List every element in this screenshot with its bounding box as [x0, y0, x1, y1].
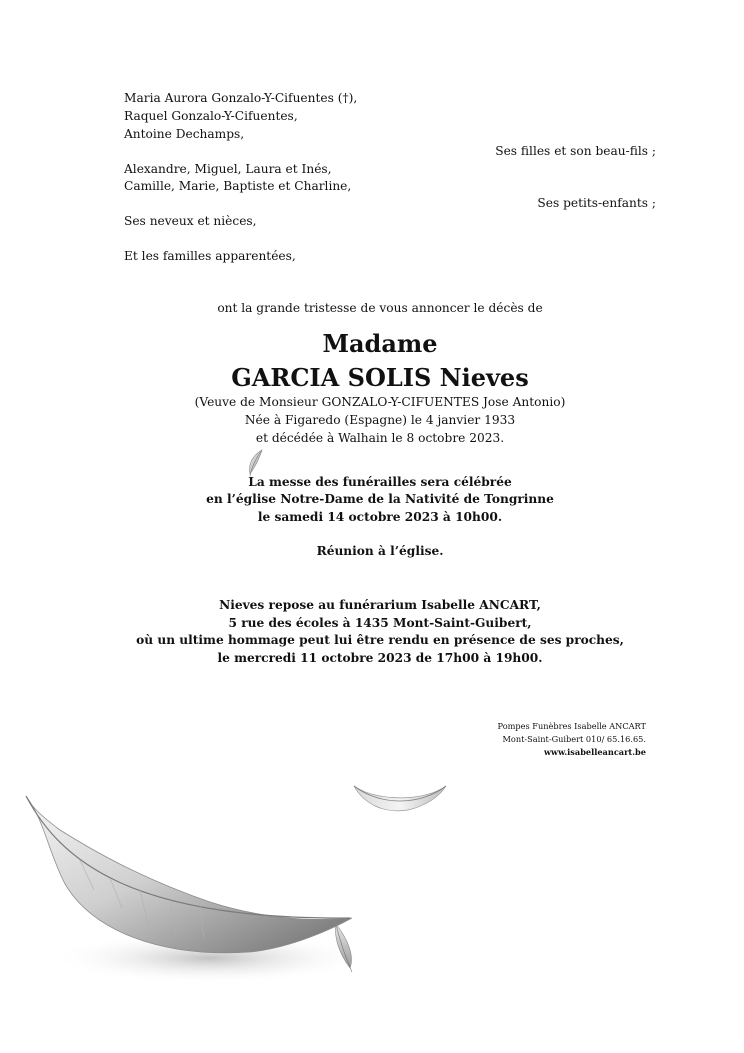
daughters-role: Ses filles et son beau-fils ;: [495, 144, 656, 158]
deceased-birth: Née à Figaredo (Espagne) le 4 janvier 1933: [244, 413, 516, 427]
funeral-home-website[interactable]: www.isabelleancart.be: [544, 747, 646, 757]
large-feather-icon: [20, 790, 380, 990]
related-families: Et les familles apparentées,: [124, 249, 296, 263]
funeral-line-2: en l’église Notre-Dame de la Nativité de Tongrinne: [206, 492, 554, 506]
viewing-line-2: 5 rue des écoles à 1435 Mont-Saint-Guibert,: [228, 616, 532, 630]
meeting-place: Réunion à l’église.: [316, 544, 444, 558]
viewing-line-4: le mercredi 11 octobre 2023 de 17h00 à 19h00.: [217, 651, 543, 665]
lower-feather-icon: [330, 922, 364, 974]
funeral-line-1: La messe des funérailles sera célébrée: [248, 475, 512, 489]
deceased-name: GARCIA SOLIS Nieves: [231, 363, 529, 392]
family-son-in-law: Antoine Dechamps,: [124, 127, 245, 141]
grandchildren-line-1: Alexandre, Miguel, Laura et Inés,: [124, 162, 332, 176]
funeral-line-3: le samedi 14 octobre 2023 à 10h00.: [257, 510, 503, 524]
grandchildren-role: Ses petits-enfants ;: [537, 196, 656, 210]
funeral-home-phone: Mont-Saint-Guibert 010/ 65.16.65.: [502, 734, 646, 744]
deceased-spouse: (Veuve de Monsieur GONZALO-Y-CIFUENTES Jose Antonio): [194, 395, 566, 409]
funeral-home-name: Pompes Funèbres Isabelle ANCART: [497, 721, 646, 731]
announcement-text: ont la grande tristesse de vous annoncer le décès de: [217, 301, 543, 315]
family-daughter-2: Raquel Gonzalo-Y-Cifuentes,: [124, 109, 298, 123]
family-daughter-1: Maria Aurora Gonzalo-Y-Cifuentes (†),: [124, 91, 358, 105]
small-feather-icon: [244, 448, 268, 478]
viewing-line-3: où un ultime hommage peut lui être rendu en présence de ses proches,: [136, 633, 624, 647]
deceased-title: Madame: [322, 329, 438, 358]
nephews-nieces: Ses neveux et nièces,: [124, 214, 257, 228]
grandchildren-line-2: Camille, Marie, Baptiste et Charline,: [124, 179, 352, 193]
deceased-death: et décédée à Walhain le 8 octobre 2023.: [255, 431, 505, 445]
viewing-line-1: Nieves repose au funérarium Isabelle ANCART,: [219, 598, 541, 612]
